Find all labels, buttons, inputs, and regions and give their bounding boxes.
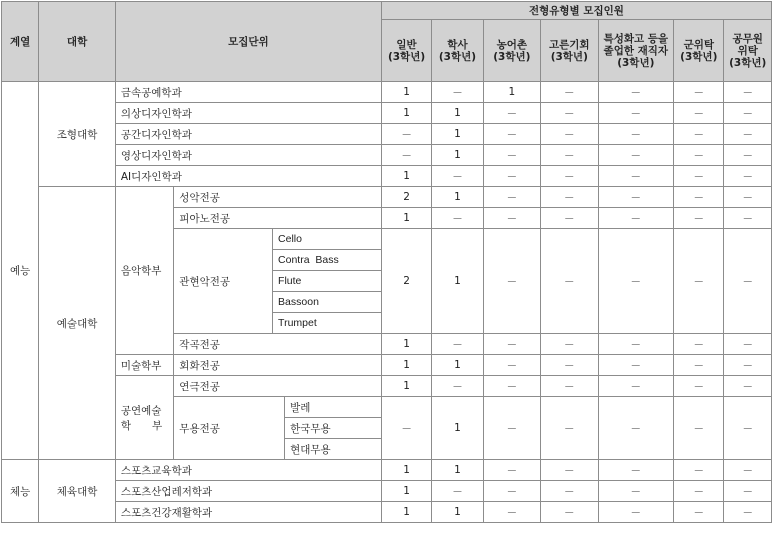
- value-cell: －: [483, 376, 540, 397]
- value-cell: －: [541, 124, 598, 145]
- value-cell: 1: [432, 397, 483, 460]
- unit-cell: 스포츠산업레저학과: [115, 481, 381, 502]
- value-cell: －: [483, 166, 540, 187]
- value-cell: －: [724, 208, 772, 229]
- value-cell: －: [724, 460, 772, 481]
- major-cell: 무용전공: [174, 397, 285, 460]
- value-cell: －: [483, 355, 540, 376]
- value-cell: －: [541, 502, 598, 523]
- value-cell: －: [724, 481, 772, 502]
- value-cell: －: [432, 334, 483, 355]
- table-row: [2, 145, 772, 166]
- value-cell: 1: [381, 460, 431, 481]
- unit-cell: 금속공예학과: [115, 82, 381, 103]
- major-cell: 회화전공: [174, 355, 382, 376]
- value-cell: －: [432, 166, 483, 187]
- value-cell: －: [541, 208, 598, 229]
- value-cell: －: [598, 397, 674, 460]
- value-cell: －: [598, 355, 674, 376]
- unit-cell: AI디자인학과: [115, 166, 381, 187]
- table-row: [2, 187, 772, 208]
- value-cell: －: [724, 187, 772, 208]
- value-cell: －: [674, 376, 724, 397]
- value-cell: －: [483, 502, 540, 523]
- value-cell: －: [598, 481, 674, 502]
- value-cell: －: [598, 82, 674, 103]
- value-cell: －: [674, 187, 724, 208]
- value-cell: 1: [381, 355, 431, 376]
- value-cell: －: [724, 124, 772, 145]
- table-row: [2, 481, 772, 502]
- value-cell: 1: [381, 376, 431, 397]
- value-cell: －: [483, 103, 540, 124]
- value-cell: 1: [432, 355, 483, 376]
- value-cell: －: [541, 103, 598, 124]
- col-category: 계열: [2, 2, 39, 82]
- instrument-cell: Flute: [273, 271, 382, 292]
- value-cell: －: [598, 103, 674, 124]
- value-cell: －: [541, 145, 598, 166]
- value-cell: －: [674, 166, 724, 187]
- value-cell: －: [724, 355, 772, 376]
- value-cell: －: [483, 229, 540, 334]
- value-cell: －: [483, 208, 540, 229]
- value-cell: 1: [432, 145, 483, 166]
- col-type: 일반 (3학년): [381, 20, 431, 82]
- col-group-title: 전형유형별 모집인원: [381, 2, 771, 20]
- table-row: [2, 82, 772, 103]
- value-cell: 2: [381, 187, 431, 208]
- value-cell: －: [541, 481, 598, 502]
- col-unit: 모집단위: [115, 2, 381, 82]
- col-type: 고른기회 (3학년): [541, 20, 598, 82]
- value-cell: －: [724, 334, 772, 355]
- table-row: [2, 460, 772, 481]
- value-cell: －: [674, 208, 724, 229]
- value-cell: 2: [381, 229, 431, 334]
- value-cell: －: [674, 145, 724, 166]
- unit-cell: 공간디자인학과: [115, 124, 381, 145]
- value-cell: 1: [381, 481, 431, 502]
- value-cell: －: [483, 124, 540, 145]
- value-cell: －: [674, 481, 724, 502]
- value-cell: 1: [432, 229, 483, 334]
- dance-cell: 한국무용: [285, 418, 382, 439]
- value-cell: －: [674, 397, 724, 460]
- value-cell: －: [432, 208, 483, 229]
- value-cell: －: [598, 229, 674, 334]
- value-cell: －: [674, 502, 724, 523]
- major-cell: 관현악전공: [174, 229, 273, 334]
- value-cell: －: [598, 502, 674, 523]
- category-cell: 체능: [2, 460, 39, 523]
- table-row: [2, 376, 772, 397]
- value-cell: 1: [381, 82, 431, 103]
- value-cell: 1: [432, 187, 483, 208]
- dept-cell: 음악학부: [115, 187, 173, 355]
- value-cell: －: [674, 229, 724, 334]
- value-cell: －: [724, 229, 772, 334]
- value-cell: －: [598, 124, 674, 145]
- value-cell: －: [724, 166, 772, 187]
- value-cell: 1: [381, 502, 431, 523]
- unit-cell: 영상디자인학과: [115, 145, 381, 166]
- value-cell: －: [483, 481, 540, 502]
- major-cell: 피아노전공: [174, 208, 382, 229]
- value-cell: －: [598, 376, 674, 397]
- value-cell: －: [674, 124, 724, 145]
- value-cell: －: [674, 334, 724, 355]
- value-cell: －: [483, 334, 540, 355]
- category-cell: 예능: [2, 82, 39, 460]
- unit-cell: 의상디자인학과: [115, 103, 381, 124]
- col-college: 대학: [39, 2, 116, 82]
- dance-cell: 발레: [285, 397, 382, 418]
- value-cell: －: [483, 460, 540, 481]
- admission-table: [1, 1, 772, 523]
- value-cell: －: [483, 145, 540, 166]
- value-cell: －: [541, 460, 598, 481]
- dept-cell: 미술학부: [115, 355, 173, 376]
- col-type: 농어촌 (3학년): [483, 20, 540, 82]
- college-cell: 체육대학: [39, 460, 116, 523]
- value-cell: －: [541, 166, 598, 187]
- value-cell: －: [724, 145, 772, 166]
- value-cell: 1: [381, 103, 431, 124]
- value-cell: 1: [483, 82, 540, 103]
- value-cell: 1: [381, 334, 431, 355]
- table-row: [2, 166, 772, 187]
- dept-cell: 공연예술 학 부: [115, 376, 173, 460]
- value-cell: －: [483, 187, 540, 208]
- value-cell: －: [724, 502, 772, 523]
- value-cell: －: [598, 460, 674, 481]
- value-cell: －: [724, 376, 772, 397]
- col-type: 특성화고 등을 졸업한 재직자 (3학년): [598, 20, 674, 82]
- value-cell: －: [432, 376, 483, 397]
- value-cell: －: [432, 82, 483, 103]
- value-cell: －: [432, 481, 483, 502]
- value-cell: 1: [432, 103, 483, 124]
- table-row: [2, 103, 772, 124]
- dance-cell: 현대무용: [285, 439, 382, 460]
- col-type: 학사 (3학년): [432, 20, 483, 82]
- value-cell: －: [724, 397, 772, 460]
- col-type: 공무원 위탁 (3학년): [724, 20, 772, 82]
- value-cell: －: [541, 229, 598, 334]
- value-cell: －: [598, 166, 674, 187]
- value-cell: －: [541, 397, 598, 460]
- unit-cell: 스포츠건강재활학과: [115, 502, 381, 523]
- college-cell: 예술대학: [39, 187, 116, 460]
- table-row: [2, 355, 772, 376]
- major-cell: 성악전공: [174, 187, 382, 208]
- value-cell: －: [541, 355, 598, 376]
- college-cell: 조형대학: [39, 82, 116, 187]
- instrument-cell: Contra Bass: [273, 250, 382, 271]
- col-type: 군위탁 (3학년): [674, 20, 724, 82]
- value-cell: －: [598, 334, 674, 355]
- value-cell: －: [541, 376, 598, 397]
- value-cell: －: [598, 145, 674, 166]
- value-cell: 1: [381, 166, 431, 187]
- value-cell: －: [674, 355, 724, 376]
- value-cell: －: [541, 187, 598, 208]
- value-cell: －: [381, 145, 431, 166]
- instrument-cell: Bassoon: [273, 292, 382, 313]
- value-cell: －: [598, 187, 674, 208]
- value-cell: －: [674, 82, 724, 103]
- instrument-cell: Trumpet: [273, 313, 382, 334]
- unit-cell: 스포츠교육학과: [115, 460, 381, 481]
- value-cell: 1: [432, 502, 483, 523]
- value-cell: －: [674, 103, 724, 124]
- value-cell: －: [483, 397, 540, 460]
- value-cell: 1: [432, 124, 483, 145]
- instrument-cell: Cello: [273, 229, 382, 250]
- value-cell: －: [724, 82, 772, 103]
- value-cell: －: [598, 208, 674, 229]
- value-cell: －: [674, 460, 724, 481]
- value-cell: －: [541, 334, 598, 355]
- value-cell: －: [724, 103, 772, 124]
- table-row: [2, 124, 772, 145]
- value-cell: －: [381, 397, 431, 460]
- value-cell: －: [541, 82, 598, 103]
- major-cell: 작곡전공: [174, 334, 382, 355]
- value-cell: －: [381, 124, 431, 145]
- major-cell: 연극전공: [174, 376, 382, 397]
- value-cell: 1: [381, 208, 431, 229]
- value-cell: 1: [432, 460, 483, 481]
- table-row: [2, 502, 772, 523]
